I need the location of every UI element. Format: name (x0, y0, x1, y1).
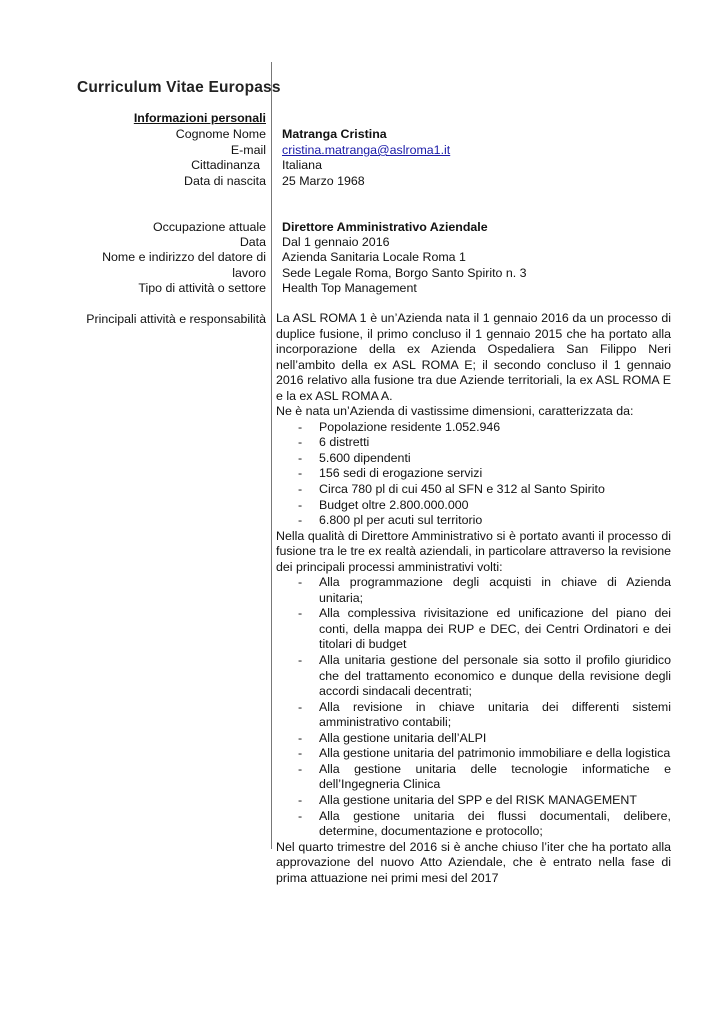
employer-line1: Azienda Sanitaria Locale Roma 1 (282, 250, 466, 264)
sector-label: Tipo di attività o settore (138, 281, 266, 295)
dash-bullet: - (298, 653, 303, 668)
employer-label-line2: lavoro (232, 266, 266, 280)
dash-bullet: - (298, 792, 303, 807)
conclusion-paragraph: Nel quarto trimestre del 2016 si è anche chiuso l’iter che ha portato alla approvazione del nuovo Atto Aziendale, che è entrato nella fase di prima attuazione nei primi mesi del 2017 (276, 839, 671, 885)
sector-value: Health Top Management (282, 281, 417, 295)
dash-bullet: - (298, 746, 303, 761)
list-item (276, 606, 671, 653)
list-item (276, 793, 671, 809)
list-item-text: Budget oltre 2.800.000.000 (319, 497, 469, 512)
surname-name-value: Matranga Cristina (282, 127, 387, 141)
intro-paragraph: La ASL ROMA 1 è un’Azienda nata il 1 gennaio 2016 da un processo di duplice fusione, il primo concluso il 1 gennaio 2015 che ha portato alla incorporazione della ex Azienda Ospedaliera San Filippo Neri nell’ambito della ex ASL ROMA E; il secondo concluso il 1 gennaio 2016 relativo alla fusione tra due Aziende territoriali, la ex ASL ROMA E e la ex ASL ROMA A. (276, 311, 671, 403)
employer-label-line1: Nome e indirizzo del datore di (102, 250, 266, 264)
process-intro: Nella qualità di Direttore Amministrativo si è portato avanti il processo di fusione tra le tre ex realtà aziendali, in particolare attraverso la revisione dei principali processi amministrativi volti: (276, 528, 671, 574)
list-item (276, 482, 671, 498)
surname-name-label: Cognome Nome (175, 127, 266, 141)
responsibilities-text (276, 311, 671, 886)
list-item-text: Alla revisione in chiave unitaria dei differenti sistemi amministrativo contabili; (319, 699, 671, 730)
dash-bullet: - (298, 730, 303, 745)
dash-bullet: - (298, 606, 303, 621)
citizenship-value: Italiana (282, 158, 322, 172)
list-item-text: Popolazione residente 1.052.946 (319, 419, 501, 434)
dash-bullet: - (298, 482, 303, 497)
dash-bullet: - (298, 435, 303, 450)
list-item (276, 700, 671, 731)
list-item (276, 762, 671, 793)
dimensions-list (276, 420, 671, 529)
list-item (276, 420, 671, 436)
dash-bullet: - (298, 808, 303, 823)
list-item (276, 513, 671, 529)
occupation-value: Direttore Amministrativo Aziendale (282, 220, 488, 234)
column-divider (271, 62, 272, 849)
dimensions-intro: Ne è nata un’Azienda di vastissime dimensioni, caratterizzata da: (276, 404, 634, 419)
processes-list (276, 575, 671, 839)
list-item-text: Alla gestione unitaria delle tecnologie informatiche e dell’Ingegneria Clinica (319, 761, 671, 792)
list-item (276, 498, 671, 514)
list-item-text: Alla programmazione degli acquisti in chiave di Azienda unitaria; (319, 575, 671, 605)
occupation-label: Occupazione attuale (153, 220, 266, 234)
list-item (276, 653, 671, 700)
list-item-text: Alla gestione unitaria del SPP e del RISK MANAGEMENT (319, 792, 637, 807)
list-item (276, 731, 671, 747)
list-item-text: Alla complessiva rivisitazione ed unificazione del piano dei conti, della mappa dei RUP e DEC, dei Centri Ordinatori e dei titolari di budget (319, 606, 671, 652)
list-item (276, 466, 671, 482)
list-item-text: Alla gestione unitaria dell’ALPI (319, 730, 487, 745)
responsibilities-label: Principali attività e responsabilità (86, 312, 266, 326)
list-item (276, 451, 671, 467)
dash-bullet: - (298, 761, 303, 776)
email-link[interactable]: cristina.matranga@aslroma1.it (282, 143, 451, 157)
list-item-text: Circa 780 pl di cui 450 al SFN e 312 al Santo Spirito (319, 482, 605, 497)
dash-bullet: - (298, 699, 303, 714)
list-item (276, 809, 671, 840)
personal-section-label: Informazioni personali (133, 111, 266, 125)
date-label: Data (239, 235, 266, 249)
dash-bullet: - (298, 575, 303, 590)
list-item-text: 6 distretti (319, 435, 370, 450)
list-item-text: Alla gestione unitaria dei flussi documentali, delibere, determine, documentazione e protocollo; (319, 808, 671, 839)
dash-bullet: - (298, 497, 303, 512)
document-title: Curriculum Vitae Europass (77, 79, 281, 96)
dash-bullet: - (298, 466, 303, 481)
dash-bullet: - (298, 450, 303, 465)
list-item-text: 5.600 dipendenti (319, 450, 411, 465)
list-item (276, 746, 671, 762)
birth-date-value: 25 Marzo 1968 (282, 174, 365, 188)
list-item-text: Alla unitaria gestione del personale sia sotto il profilo giuridico che del trattamento economico e dunque della revisione degli accordi sindacali decentrati; (319, 653, 671, 699)
citizenship-label: Cittadinanza (191, 158, 260, 172)
date-value: Dal 1 gennaio 2016 (282, 235, 390, 249)
list-item-text: 6.800 pl per acuti sul territorio (319, 513, 483, 528)
employer-line2: Sede Legale Roma, Borgo Santo Spirito n. 3 (282, 266, 527, 280)
list-item (276, 575, 671, 606)
dash-bullet: - (298, 419, 303, 434)
dash-bullet: - (298, 513, 303, 528)
list-item (276, 435, 671, 451)
birth-date-label: Data di nascita (184, 174, 266, 188)
list-item-text: 156 sedi di erogazione servizi (319, 466, 483, 481)
email-label: E-mail (230, 143, 266, 157)
list-item-text: Alla gestione unitaria del patrimonio immobiliare e della logistica (319, 746, 671, 761)
